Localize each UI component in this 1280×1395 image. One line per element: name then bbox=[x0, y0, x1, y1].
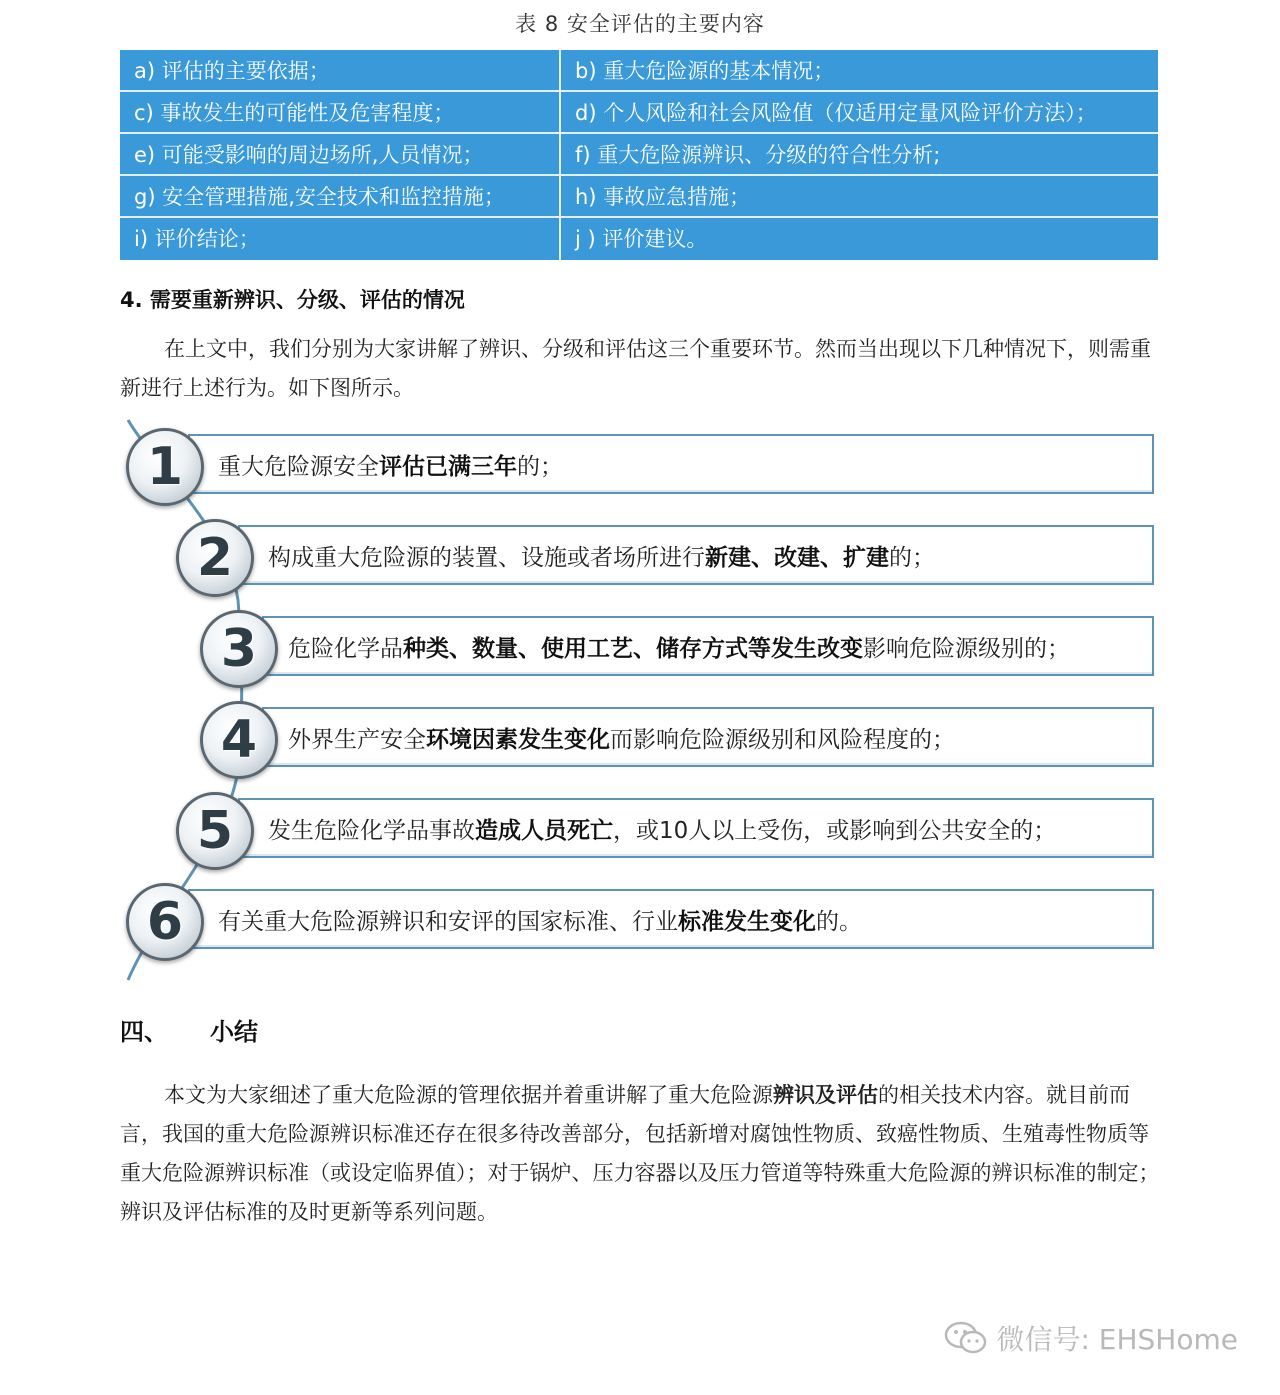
assessment-content-table bbox=[120, 50, 1158, 260]
step-2-bar bbox=[238, 525, 1154, 585]
summary-paragraph bbox=[120, 1076, 1160, 1232]
table-cell: g) 安全管理措施,安全技术和监控措施； bbox=[120, 176, 561, 218]
step-5-number-badge: 5 bbox=[176, 792, 254, 870]
step-emphasis: 新建、改建、扩建 bbox=[705, 544, 889, 571]
step-text: 影响危险源级别的； bbox=[863, 635, 1070, 662]
step-4-number-badge: 4 bbox=[200, 701, 278, 779]
table-cell: h) 事故应急措施； bbox=[561, 176, 1158, 218]
step-emphasis: 造成人员死亡 bbox=[475, 817, 613, 844]
table-cell: j ) 评价建议。 bbox=[575, 227, 708, 251]
step-text: 有关重大危险源辨识和安评的国家标准、行业 bbox=[218, 908, 678, 935]
summary-heading-number: 四、 bbox=[120, 1018, 168, 1046]
step-text: 危险化学品 bbox=[288, 635, 403, 662]
step-text: 发生危险化学品事故 bbox=[268, 817, 475, 844]
step-text: 外界生产安全 bbox=[288, 726, 426, 753]
step-text: 的； bbox=[517, 453, 563, 480]
table-cell: e) 可能受影响的周边场所,人员情况； bbox=[120, 134, 561, 176]
step-emphasis: 标准发生变化 bbox=[678, 908, 816, 935]
table-caption: 表 8 安全评估的主要内容 bbox=[515, 12, 765, 36]
table-cell: a) 评估的主要依据； bbox=[120, 50, 561, 92]
step-text: ，或10人以上受伤，或影响到公共安全的； bbox=[613, 817, 1057, 844]
step-text: 的。 bbox=[816, 908, 862, 935]
step-3-number-badge: 3 bbox=[200, 610, 278, 688]
step-3-bar bbox=[262, 616, 1154, 676]
table-cell: f) 重大危险源辨识、分级的符合性分析; bbox=[561, 134, 1158, 176]
table-cell: d) 个人风险和社会风险值（仅适用定量风险评价方法）； bbox=[561, 92, 1158, 134]
step-6-number-badge: 6 bbox=[126, 883, 204, 961]
step-text: 而影响危险源级别和风险程度的； bbox=[610, 726, 955, 753]
step-5-bar bbox=[238, 798, 1154, 858]
step-text: 构成重大危险源的装置、设施或者场所进行 bbox=[268, 544, 705, 571]
step-6-bar bbox=[188, 889, 1154, 949]
summary-heading bbox=[120, 1012, 258, 1047]
step-emphasis: 种类、数量、使用工艺、储存方式等发生改变 bbox=[403, 635, 863, 662]
step-1-bar bbox=[188, 434, 1154, 494]
section-4-paragraph: 在上文中，我们分别为大家讲解了辨识、分级和评估这三个重要环节。然而当出现以下几种情况下，则需重新进行上述行为。如下图所示。 bbox=[120, 337, 1151, 400]
summary-text: 本文为大家细述了重大危险源的管理依据并着重讲解了重大危险源 bbox=[164, 1083, 773, 1107]
section-4-heading: 4. 需要重新辨识、分级、评估的情况 bbox=[120, 288, 465, 312]
table-cell: b) 重大危险源的基本情况； bbox=[561, 50, 1158, 92]
summary-heading-title: 小结 bbox=[210, 1018, 258, 1046]
wechat-icon bbox=[944, 1321, 988, 1355]
summary-text: 的相关技术内容。就目前而言，我国的重大危险源辨识标准还存在很多待改善部分，包括新增对腐蚀性物质、致癌性物质、生殖毒性物质等重大危险源辨识标准（或设定临界值）；对于锅炉、压力容器以及压力管道等特殊重大危险源的辨识标准的制定；辨识及评估标准的及时更新等系列问题。 bbox=[120, 1083, 1160, 1224]
table-cell: c) 事故发生的可能性及危害程度； bbox=[120, 92, 561, 134]
step-2-number-badge: 2 bbox=[176, 519, 254, 597]
reassessment-steps-diagram bbox=[0, 410, 1280, 990]
step-emphasis: 评估已满三年 bbox=[379, 453, 517, 480]
summary-emphasis: 辨识及评估 bbox=[773, 1083, 878, 1107]
watermark bbox=[944, 1318, 1238, 1358]
step-1-number-badge: 1 bbox=[126, 428, 204, 506]
step-text: 重大危险源安全 bbox=[218, 453, 379, 480]
step-text: 的； bbox=[889, 544, 935, 571]
step-4-bar bbox=[262, 707, 1154, 767]
watermark-text: 微信号: EHSHome bbox=[996, 1323, 1238, 1356]
step-emphasis: 环境因素发生变化 bbox=[426, 726, 610, 753]
table-cell: i) 评价结论； bbox=[120, 218, 561, 260]
